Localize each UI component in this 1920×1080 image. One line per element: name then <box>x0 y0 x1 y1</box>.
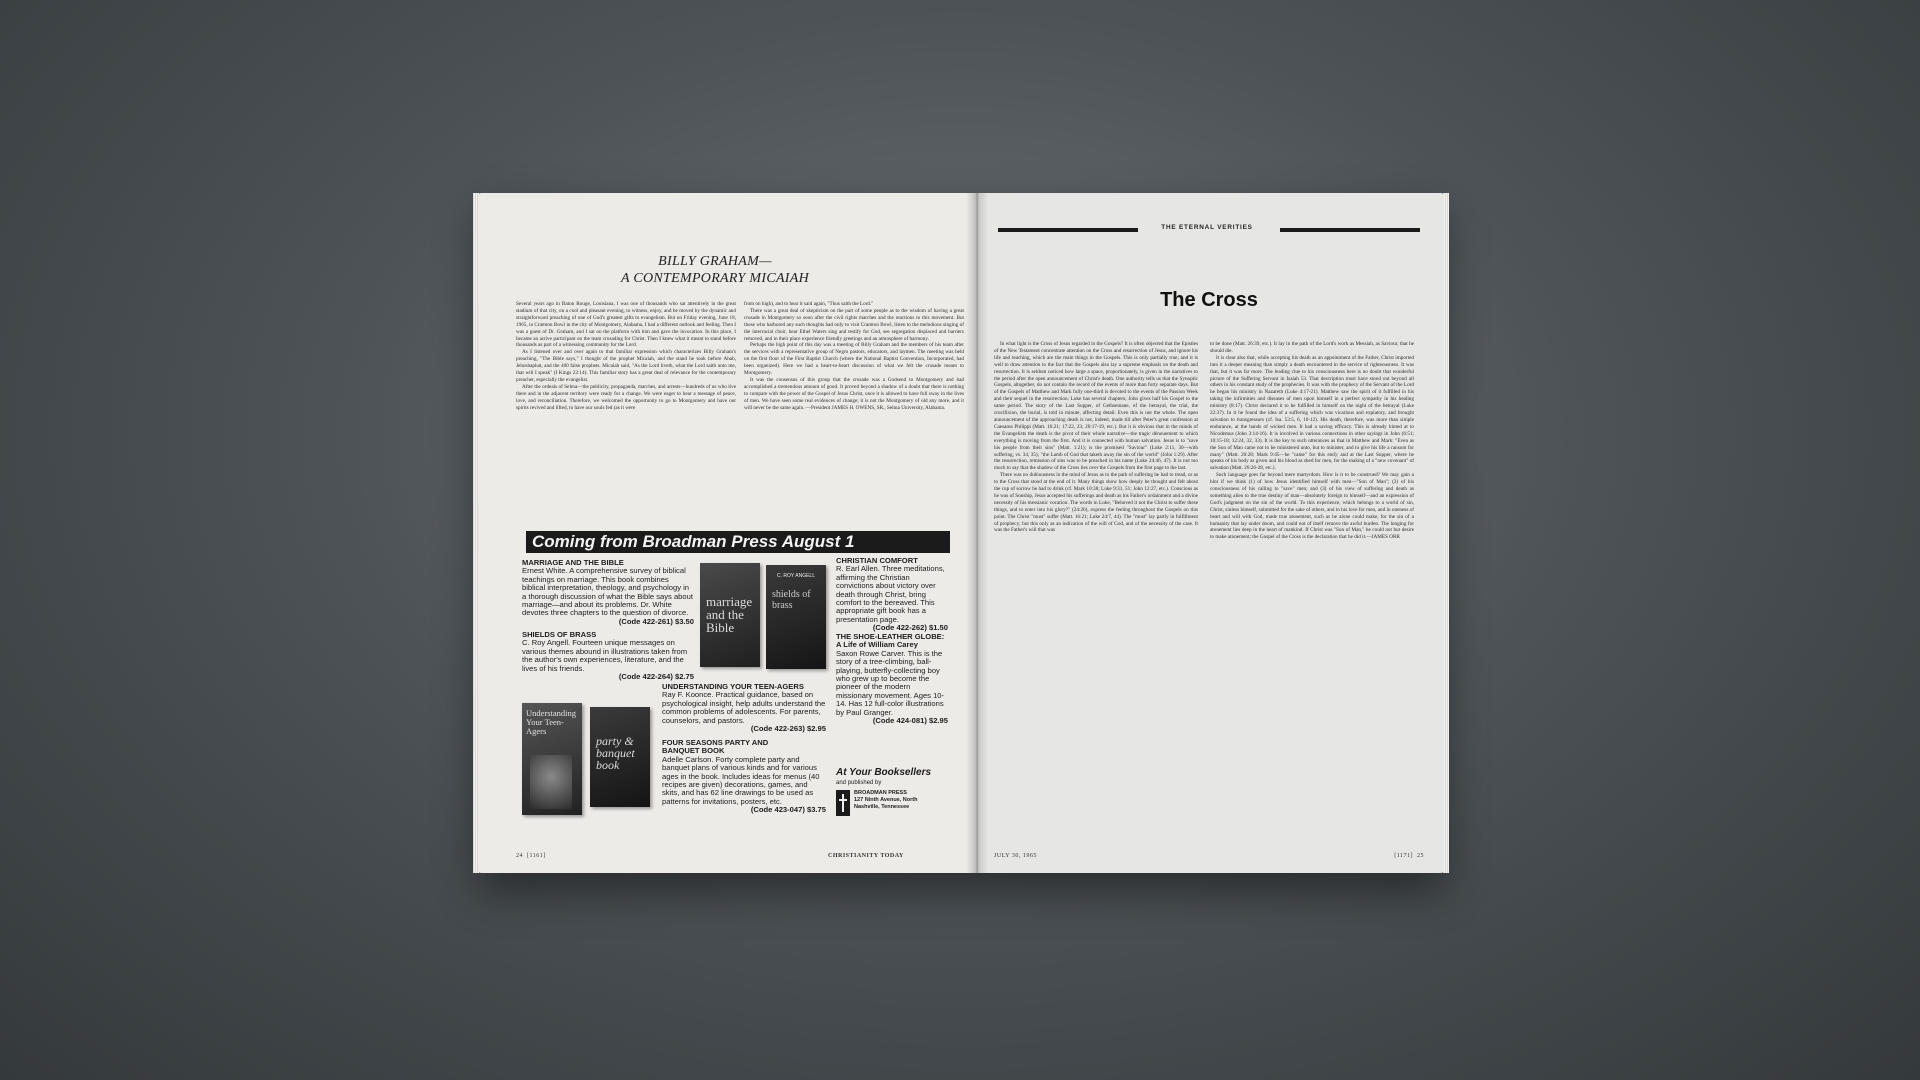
paragraph: It is clear also that, while accepting his death as an appointment of the Father, Christ imported into it a deeper meaning than simply a death encountered in the service of righteousness. It was that, but it was far more. The leading clue to his consciousness here is no doubt that wonderful picture of the Suffering Servant in Isaiah 53. That description must have stood out beyond all others in his constant study of the prophecies. It was with the prophecy of the Servant of the Lord he began his ministry in Nazareth (Luke 4:17-21). Matthew saw the spirit of it fulfilled in his taking the infirmities and diseases of men upon himself in a perfect sympathy in his healing ministry (8:17). Christ declared it to be fulfilled in himself on the night of the betrayal (Luke 22:37). In it he found the idea of a suffering which was vicarious and expiatory, and brought salvation to transgressors (cf. Isa. 53:5, 6, 10-12). His death, therefore, was more than simple endurance, at the hands of wicked men. It had a saving efficacy. This is already hinted at to Nicodemus (John 3:14-16). It is involved in various connections in other sayings in John (6:51; 10:15-18; 12:24, 32, 33). It is the key to such utterances as that in Matthew and Mark: "Even as the Son of Man came not to be ministered unto, but to minister, and to give his life a ransom for many" (Matt. 20:28; Mark 9:45—he "came" for this end); and at the Last Supper, where he speaks of his body as given and his blood as shed for men, for the making of a "new covenant" of salvation (Matt. 26:26-28, etc.). <box>1210 354 1414 472</box>
ad-banner: Coming from Broadman Press August 1 <box>526 531 950 553</box>
ad-price: (Code 423-047) $3.75 <box>750 805 826 815</box>
ad-body: R. Earl Allen. Three meditations, affirming the Christian convictions about victory over death through Christ, bring comfort to the bereaved. This appropriate gift book has a presentation page. <box>836 564 945 624</box>
ad-marriage-and-the-bible <box>522 559 694 626</box>
ad-price: (Code 424-081) $2.95 <box>872 716 948 726</box>
ad-title: SHIELDS OF BRASS <box>522 630 597 639</box>
book-cover-title: Understanding Your Teen-Agers <box>526 708 577 736</box>
folio-magazine-name: CHRISTIANITY TODAY <box>828 853 904 859</box>
ad-subtitle: A Life of William Carey <box>836 640 918 650</box>
book-cover-title: party & banquet book <box>596 734 635 772</box>
paragraph: from on high), and to hear it said again, "Thus saith the Lord." <box>744 301 874 307</box>
paragraph: After the ordeals of Selma—the publicity, propaganda, marches, and arrests—hundreds of us who live there and in the adjacent territory were ready for a change. We were eager to hear a message of peace, love, and reconciliation. Therefore, we welcomed the opportunity to go to Montgomery and have our spirits revived and lifted, to have our souls fed (as it were <box>516 383 736 411</box>
book-cover-shields <box>766 565 826 669</box>
ad-shoe-leather-globe <box>836 633 948 725</box>
paragraph: Perhaps the high point of this day was a meeting of Billy Graham and the members of his team after the services with a representative group of Negro pastors, educators, and laymen. The meeting was held on the first floor of the First Baptist Church (where the National Baptist Convention, Incorporated, had been organized). Here we had a heart-to-heart discussion of what we felt the crusade meant to Montgomery. <box>744 342 964 377</box>
ad-price: (Code 422-264) $2.75 <box>618 672 694 682</box>
header-rule-right <box>1280 228 1420 232</box>
ad-title: FOUR SEASONS PARTY AND <box>662 738 769 747</box>
paragraph: There was no dubiousness in the mind of Jesus as to the path of suffering he had to tread, or as to the Cross that stood at the end of it. Many things show how deeply he thought and felt about the cup of sorrow he had to drink (cf. Mark 10:38; Luke 9:31, 51; John 12:27, etc.). Conscious as he was of Sonship, Jesus accepted his sufferings and death as his Father's ordainment and a divine necessity of his messianic vocation. The words in Luke, "Behoved it not the Christ to suffer these things, and to enter into his glory?" (24:26), express the feeling throughout the Gospels on this point. The Christ "must" suffer (Matt. 16:21; Luke 24:7, 44). The "must" lay partly in fulfillment of prophecy; but this only as an indication of the will of God, and of the necessity of the case. It was the Father's will that was <box>994 472 1198 534</box>
ad-body: Ernest White. A comprehensive survey of biblical teachings on marriage. This book combines biblical interpretation, theology, and psychology in a thorough discussion of what the Bible says about marriage—and about its problems. Dr. White devotes three chapters to the question of divorce. <box>522 566 693 618</box>
folio-right <box>1394 853 1424 859</box>
ad-booksellers <box>836 767 948 816</box>
published-by: and published by <box>836 780 882 786</box>
paragraph: As I listened over and over again to that familiar expression which characterizes Billy Graham's preaching, "The Bible says," I thought of the prophet Micaiah, and the stand he took before Ahab, Jehoshaphat, and the 400 false prophets. Micaiah said, "As the Lord liveth, what the Lord saith unto me, that will I speak" (I Kings 22:14). This familiar story has a great deal of relevance for the contemporary preacher, especially the evangelist. <box>516 349 736 383</box>
folio-date: JULY 30, 1965 <box>994 853 1037 859</box>
page-mark: [1161] <box>527 853 546 859</box>
right-page <box>974 193 1444 873</box>
publisher-address: 127 Ninth Avenue, North <box>854 797 918 804</box>
paragraph: In what light is the Cross of Jesus regarded in the Gospels? It is often objected that the Epistles of the New Testament concentrate attention on the Cross and resurrection of Jesus, and ignore his life and teaching, which are the main things in the Gospels. This is only partially true; and it is well to draw attention to the fact that the Gospels also lay a supreme emphasis on the death and resurrection. It is seldom noticed how large a space, proportionately, is given in the narratives to the period after the open announcement of Christ's death. One authority tells us that the Synoptic Gospels, altogether, do not contain the record of the events of more than forty separate days. But of the Gospels of Matthew and Mark fully one-third is devoted to the events of the Passion Week and their sequel in the resurrection; Luke has several chapters; John gives half his Gospel to the same period. The story of the Last Supper, of Gethsemane, of the betrayal, the trial, the crucifixion, the burial, is told in minute, affecting detail. Even this is not the whole. The open announcement of the approaching death is not, indeed, made till after Peter's great confession at Caesarea Philippi (Matt. 16:21; 17:22, 23; 20:17-19, etc.). But it is obvious that in the minds of the Evangelists the death is the pivot of their whole narrative—the tragic dénouement to which everything is moving from the first. And it is connected with human salvation. Jesus is to "save his people from their sins" (Matt. 1:21); is the promised "Saviour" (Luke 2:11, 30—with suffering, vs. 34, 35); "the Lamb of God that taketh away the sin of the world" (John 1:29). After the resurrection, remission of sins was to be preached in his name (Luke 24:46, 47). It is not too much to say that the shadow of the Cross lies over the Gospels from the first page to the last. <box>994 341 1198 472</box>
paragraph: Such language goes far beyond mere martyrdom. How is it to be construed? We may gain a hint if we think (1) of how Jesus identified himself with men—"Son of Man"; (2) of his consciousness of his calling to "save" men; and (3) of his view of suffering and death as something alien to the true destiny of man—absolutely foreign to himself—and an expression of God's judgment on the sin of the world. To this experience, which belongs to a world of sin, Christ, sinless himself, submitted for the sake of others, and in his love for men, and in oneness of heart and will with God, made true atonement, such as he alone could make, for the sin of a humanity that lay under doom, and could not of itself remove the awful burden. The longing for atonement lies deep in the heart of mankind. If Christ was "Son of Man," he could not but desire to make atonement; the Gospel of the Cross is the declaration that he did it.—JAMES ORR <box>1210 472 1414 541</box>
paragraph: Several years ago in Baton Rouge, Louisiana, I was one of thousands who sat attentively in the great stadium of that city, on a cool and pleasant evening, to witness, enjoy, and be moved by the dynamic and straightforward preaching of one of God's greatest gifts to evangelism. But on Friday evening, June 18, 1965, in Cramton Bowl in the city of Montgomery, Alabama, I had a different outlook and feeling. Then I was a guest of Dr. Graham, and I sat on the platform with him and gave the invocation. In this place, I became an active participant on the team crusading for Christ. Then I knew what it meant to stand before thousands as part of a witnessing community for the Lord. <box>516 301 736 349</box>
ad-understanding-teen-agers <box>662 683 826 733</box>
ad-body: Adelle Carlson. Forty complete party and banquet plans of various kinds and for various ages in the book. Includes ideas for menus (40 recipes are given) decorations, games, and skits, and has 62 line drawings to be used as patterns for invitations, posters, etc. <box>662 754 820 806</box>
ad-body: Saxon Rowe Carver. This is the story of a tree-climbing, ball-playing, butterfly-collecting boy who grew up to become the pioneer of the modern missionary movement. Ages 10-14. Has 12 full-color illustrations by Paul Granger. <box>836 648 945 717</box>
ad-title: THE SHOE-LEATHER GLOBE: <box>836 632 945 641</box>
article-column-1 <box>516 301 736 412</box>
ad-party-banquet-book <box>662 739 826 815</box>
header-rule-left <box>998 228 1138 232</box>
ad-christian-comfort <box>836 557 948 633</box>
ad-title: BANQUET BOOK <box>662 746 725 756</box>
spine-gutter <box>966 193 988 873</box>
broadman-logo-icon <box>836 790 850 816</box>
book-cover-marriage <box>700 563 760 667</box>
publisher-city: Nashville, Tennessee <box>854 804 910 811</box>
article-title-line-2: A CONTEMPORARY MICAIAH <box>620 271 810 286</box>
page-number: 24 <box>516 853 523 859</box>
ad-price: (Code 422-261) $3.50 <box>618 616 694 626</box>
ad-body: C. Roy Angell. Fourteen unique messages on various themes abound in illustrations taken from the author's own experiences, literature, and the lives of his friends. <box>522 638 688 673</box>
article-title-line-1: BILLY GRAHAM— <box>658 254 772 269</box>
ad-shields-of-brass <box>522 631 694 681</box>
ad-price: (Code 422-263) $2.95 <box>750 724 826 734</box>
ad-title: MARRIAGE AND THE BIBLE <box>522 558 624 567</box>
book-cover-teen-agers <box>522 703 582 815</box>
book-cover-photo <box>530 755 572 809</box>
book-cover-author: C. ROY ANGELL <box>777 573 815 579</box>
book-cover-party <box>590 707 650 807</box>
publisher-name: BROADMAN PRESS <box>854 790 907 797</box>
ad-body: Ray F. Koonce. Practical guidance, based on psychological insight, help adults understand the common problems of adolescents. For parents, counselors, and pastors. <box>662 690 826 725</box>
paragraph: to be done (Matt. 26:39, etc.). It lay in the path of the Lord's work as Messiah, as Saviour, that he should die. <box>1210 341 1414 354</box>
page-number: 25 <box>1417 853 1424 859</box>
magazine-spread <box>478 193 1444 873</box>
article-column-2 <box>1210 341 1414 541</box>
page-mark: [1171] <box>1394 853 1413 859</box>
ad-title: UNDERSTANDING YOUR TEEN-AGERS <box>662 682 804 691</box>
article-title: The Cross <box>1160 289 1258 311</box>
booksellers-heading: At Your Booksellers <box>836 767 932 778</box>
article-title <box>600 253 830 287</box>
paragraph: It was the consensus of this group that the crusade was a Godsend to Montgomery and had accomplished a tremendous amount of good. It proved beyond a shadow of a doubt that there is nothing to compare with the power of the Gospel of Jesus Christ, once it is allowed to have full sway in the lives of men. We have seen some real evidences of change; it is not the Montgomery of old any more, and it will never be the same again. —President JAMES H. OWENS, SR., Selma University, Alabama. <box>744 376 964 411</box>
running-head: THE ETERNAL VERITIES <box>1161 224 1253 231</box>
book-cover-title: marriage and the Bible <box>706 594 753 635</box>
paragraph: There was a great deal of skepticism on the part of some people as to the wisdom of having a great crusade in Montgomery so soon after the civil rights marches and the reactions to this movement. But those who harbored any such thoughts had only to visit Cramton Bowl, listen to the melodious singing of the interracial choir, hear Ethel Waters sing and testify for God, see segregation displaced and barriers removed, and in their place experience friendly greetings and an atmosphere of harmony. <box>744 307 964 342</box>
ad-price: (Code 422-262) $1.50 <box>872 623 948 633</box>
folio-left <box>516 853 546 859</box>
ad-title: CHRISTIAN COMFORT <box>836 556 918 565</box>
left-page <box>478 193 974 873</box>
article-column-2 <box>744 301 964 412</box>
book-cover-title: shields of brass <box>772 589 811 611</box>
article-column-1 <box>994 341 1198 534</box>
